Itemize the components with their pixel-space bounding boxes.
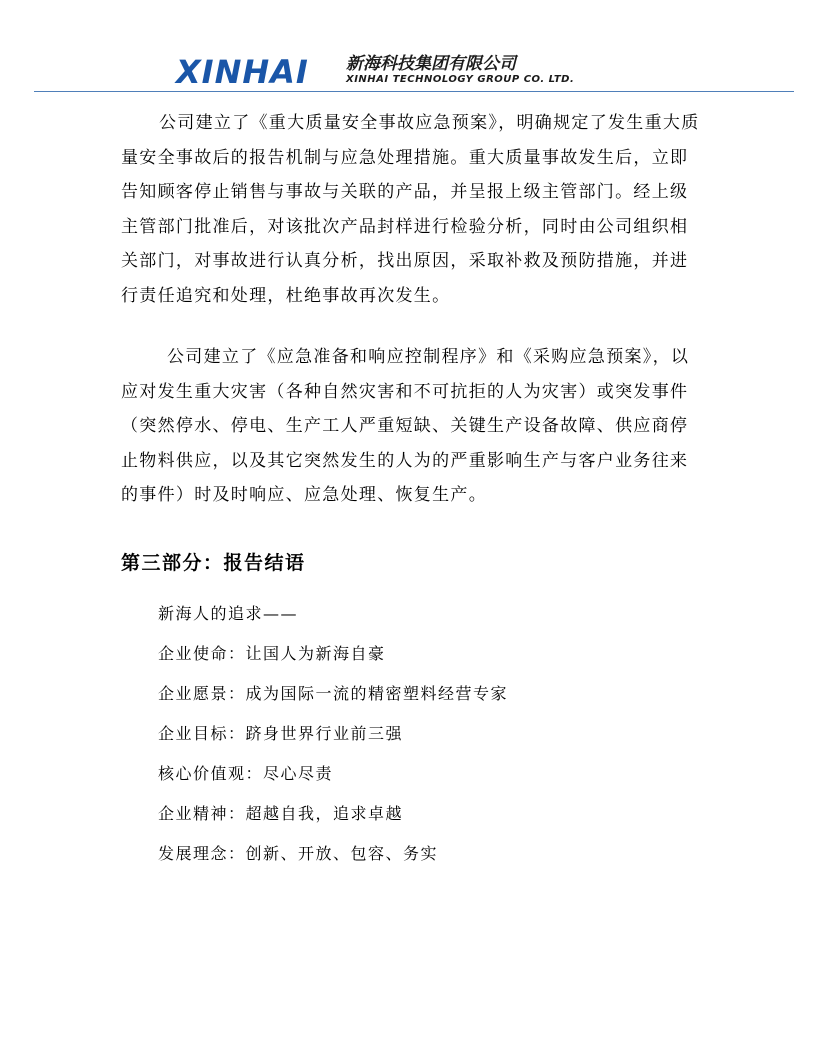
section-title: 第三部分：报告结语 (121, 552, 306, 574)
paragraph-quality-emergency: 公司建立了《重大质量安全事故应急预案》，明确规定了发生重大质量安全事故后的报告机制与应急处理措施。重大质量事故发生后，立即告知顾客停止销售与事故与关联的产品，并呈报上级主管部门。经上级主管部门批准后，对该批次产品封样进行检验分析，同时由公司组织相关部门，对事故进行认真分析，找出原因，采取补救及预防措施，并进行责任追究和处理，杜绝事故再次发生。 (121, 113, 700, 306)
company-name-cn: 新海科技集团有限公司 (346, 54, 516, 74)
list-item: 企业愿景：成为国际一流的精密塑料经营专家 (158, 684, 509, 703)
list-item: 企业精神：超越自我，追求卓越 (158, 804, 404, 823)
paragraph-emergency-response: 公司建立了《应急准备和响应控制程序》和《采购应急预案》，以应对发生重大灾害（各种自然灾害和不可抗拒的人为灾害）或突发事件（突然停水、停电、生产工人严重短缺、关键生产设备故障、供应商停止物料供应，以及其它突然发生的人为的严重影响生产与客户业务往来的事件）时及时响应、应急处理、恢复生产。 (121, 347, 690, 505)
list-item: 发展理念：创新、开放、包容、务实 (158, 844, 439, 863)
list-item: 新海人的追求—— (158, 604, 299, 623)
header-divider (34, 91, 794, 92)
values-list (158, 594, 718, 874)
list-item: 企业使命：让国人为新海自豪 (158, 644, 386, 663)
list-item: 核心价值观：尽心尽责 (158, 764, 334, 783)
company-name-en: XINHAI TECHNOLOGY GROUP CO. LTD. (346, 74, 575, 85)
list-item: 企业目标：跻身世界行业前三强 (158, 724, 404, 743)
page-header (176, 52, 636, 92)
xinhai-logo: XINHAI (176, 53, 309, 91)
